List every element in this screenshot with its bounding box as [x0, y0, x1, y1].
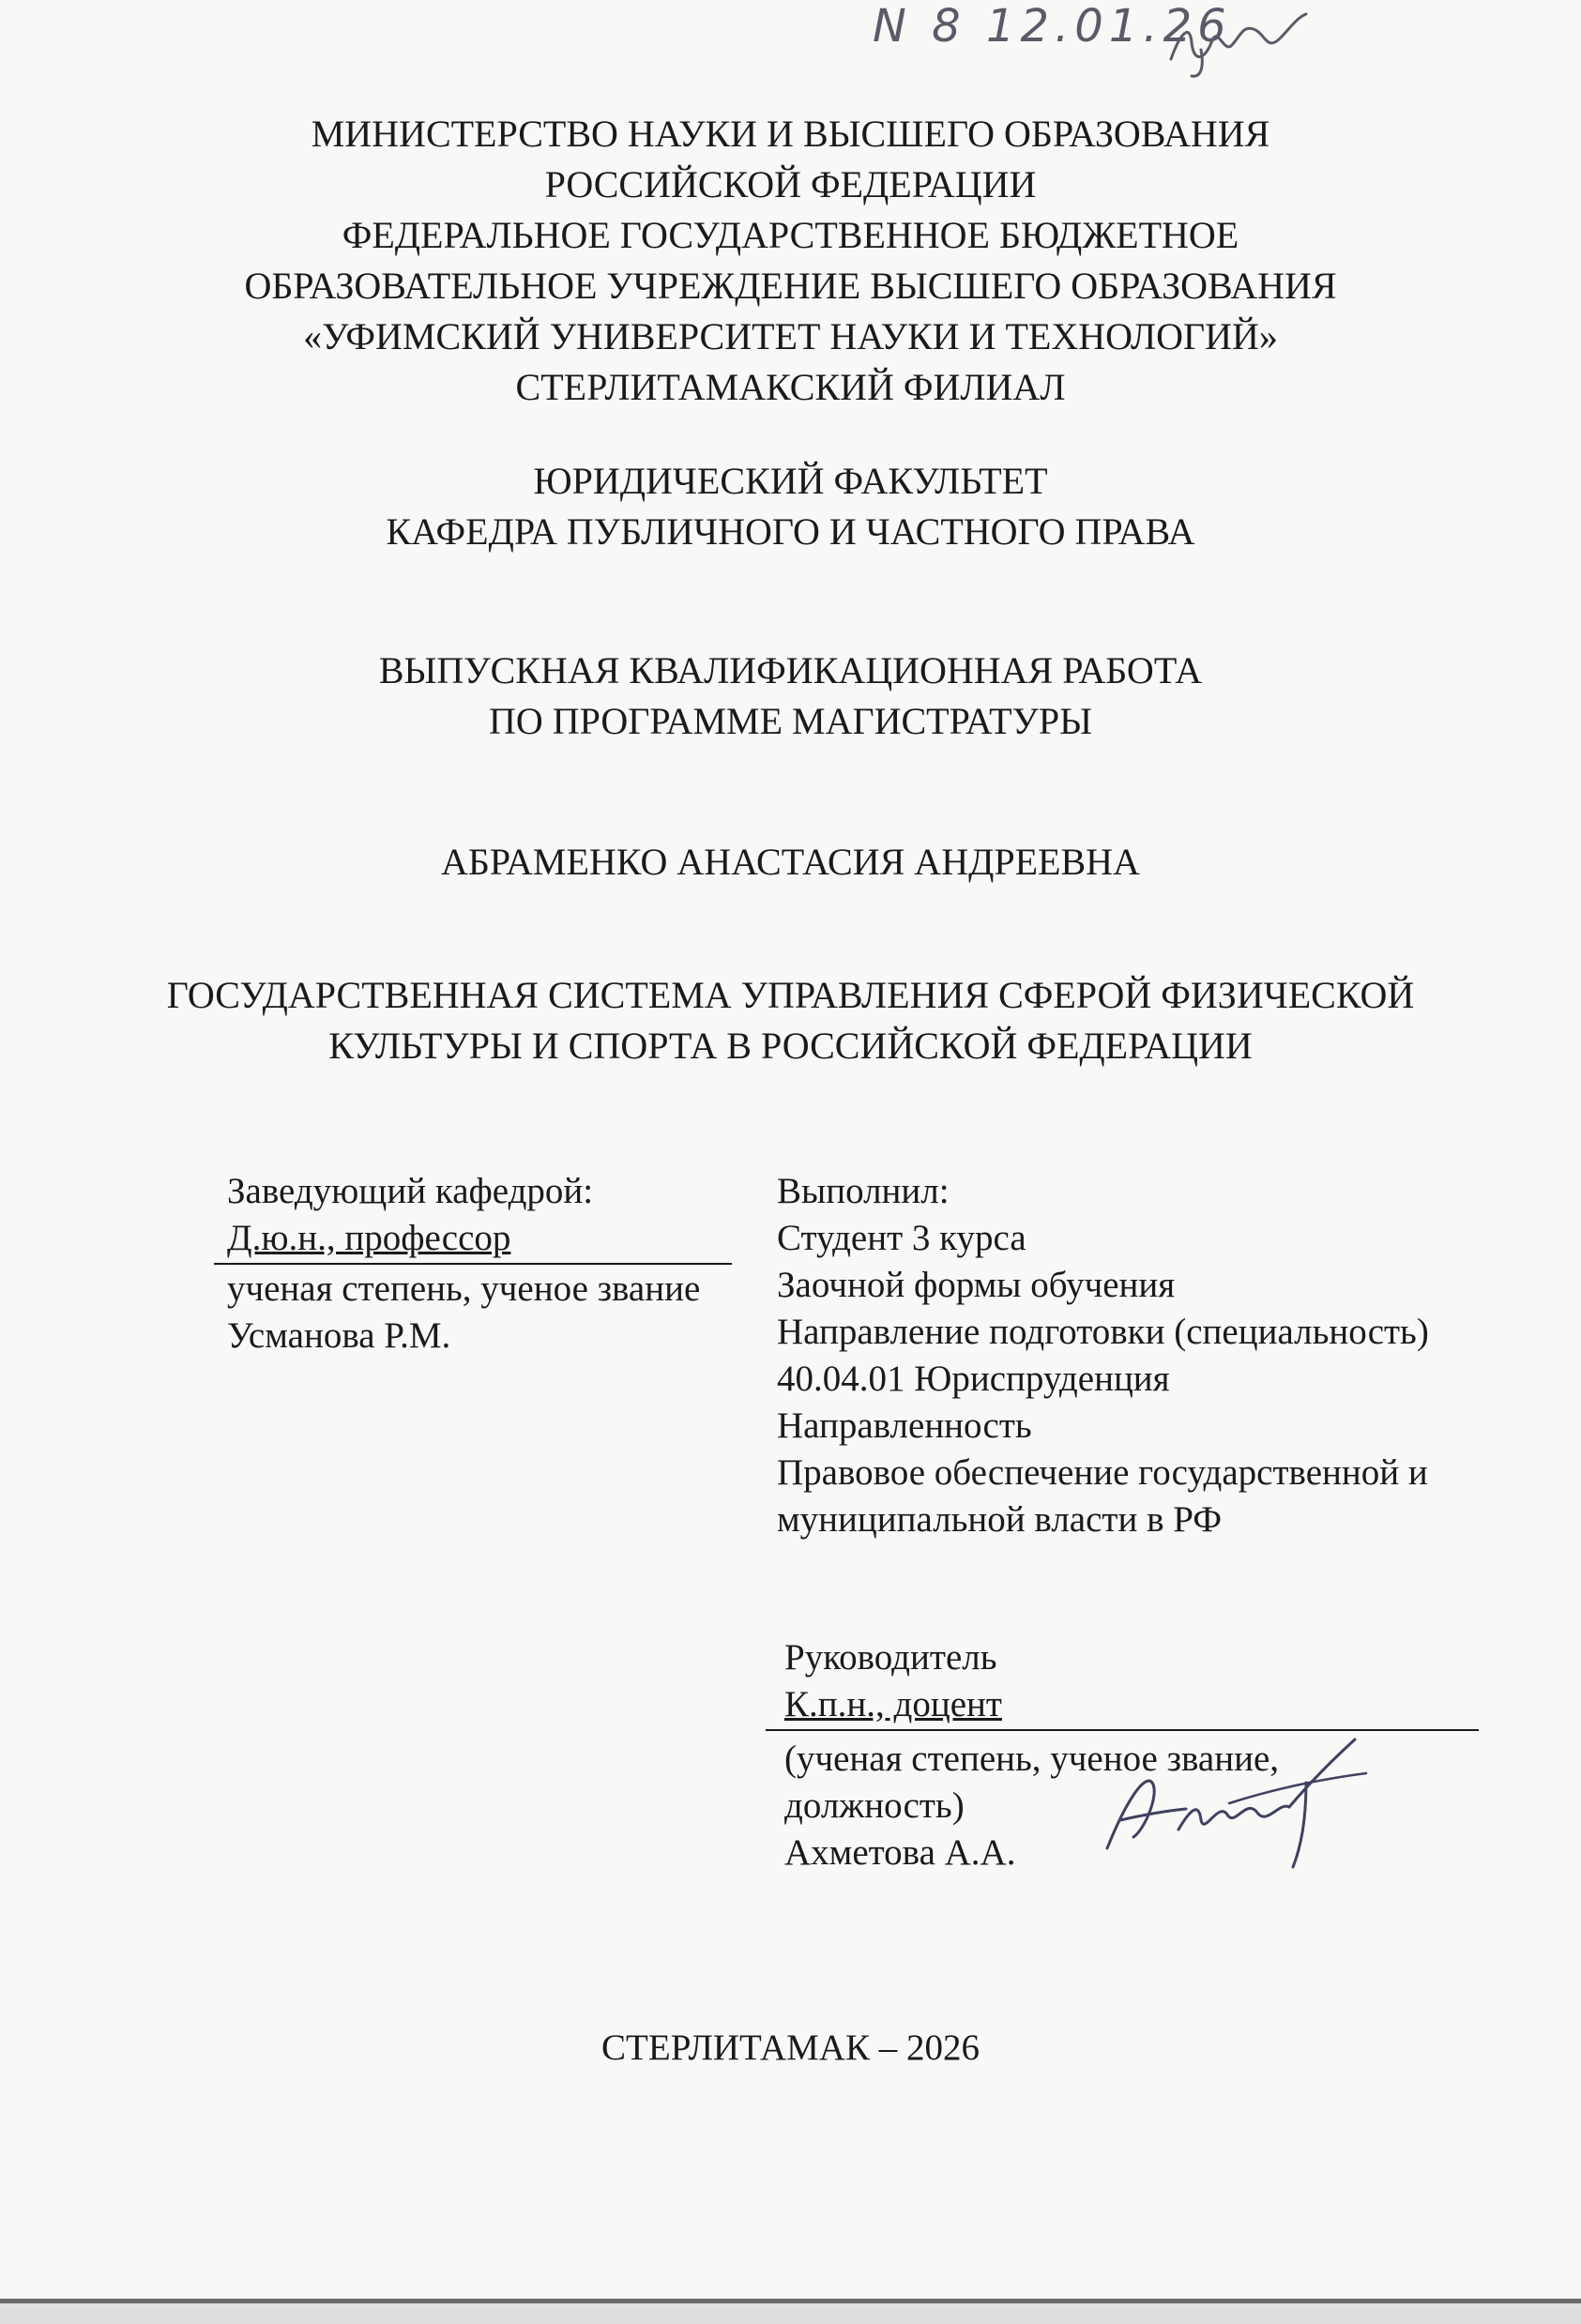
- performer-study-form: Заочной формы обучения: [777, 1265, 1176, 1305]
- performer-course: Студент 3 курса: [777, 1218, 1026, 1258]
- performer-focus-label: Направленность: [777, 1405, 1032, 1446]
- ministry-line-1: МИНИСТЕРСТВО НАУКИ И ВЫСШЕГО ОБРАЗОВАНИЯ: [311, 113, 1270, 155]
- thesis-title-line-1: ГОСУДАРСТВЕННАЯ СИСТЕМА УПРАВЛЕНИЯ СФЕРОЙ ФИЗИЧЕСКОЙ: [166, 974, 1415, 1016]
- performer-focus-line-2: муниципальной власти в РФ: [777, 1499, 1223, 1540]
- performer-focus-line-1: Правовое обеспечение государственной и: [777, 1452, 1428, 1493]
- supervisor-caption-line-2: должность): [784, 1785, 965, 1826]
- branch-name: СТЕРЛИТАМАКСКИЙ ФИЛИАЛ: [515, 366, 1066, 408]
- registration-note-text: N 8 12.01.26: [873, 0, 1232, 53]
- thesis-title-line-2: КУЛЬТУРЫ И СПОРТА В РОССИЙСКОЙ ФЕДЕРАЦИИ: [328, 1025, 1253, 1067]
- department-name: КАФЕДРА ПУБЛИЧНОГО И ЧАСТНОГО ПРАВА: [386, 510, 1195, 553]
- work-type-line-2: ПО ПРОГРАММЕ МАГИСТРАТУРЫ: [489, 700, 1092, 742]
- supervisor-name: Ахметова А.А.: [784, 1832, 1016, 1873]
- supervisor-label: Руководитель: [784, 1637, 997, 1678]
- work-type-line-1: ВЫПУСКНАЯ КВАЛИФИКАЦИОННАЯ РАБОТА: [378, 649, 1203, 691]
- head-of-department-caption: ученая степень, ученое звание: [227, 1268, 701, 1309]
- performer-direction: 40.04.01 Юриспруденция: [777, 1359, 1170, 1399]
- university-name: «УФИМСКИЙ УНИВЕРСИТЕТ НАУКИ И ТЕХНОЛОГИЙ»: [303, 315, 1278, 357]
- supervisor-degree: К.п.н., доцент: [784, 1684, 1002, 1724]
- city-year: СТЕРЛИТАМАК – 2026: [601, 2028, 980, 2068]
- registration-signature-icon: [1163, 5, 1314, 80]
- performer-block: [777, 1168, 1429, 1543]
- ministry-line-2: РОССИЙСКОЙ ФЕДЕРАЦИИ: [544, 163, 1037, 205]
- supervisor-signature-icon: [1088, 1717, 1370, 1886]
- head-of-department-label: Заведующий кафедрой:: [227, 1171, 594, 1211]
- head-of-department-degree: Д.ю.н., профессор: [227, 1218, 511, 1258]
- head-of-department-signature-line: [214, 1263, 732, 1265]
- performer-direction-label: Направление подготовки (специальность): [777, 1312, 1429, 1352]
- author-name: АБРАМЕНКО АНАСТАСИЯ АНДРЕЕВНА: [441, 841, 1140, 883]
- ministry-line-4: ОБРАЗОВАТЕЛЬНОЕ УЧРЕЖДЕНИЕ ВЫСШЕГО ОБРАЗОВАНИЯ: [244, 265, 1337, 307]
- ministry-line-3: ФЕДЕРАЛЬНОЕ ГОСУДАРСТВЕННОЕ БЮДЖЕТНОЕ: [342, 214, 1239, 256]
- page-bottom-margin: [0, 2303, 1581, 2324]
- faculty-name: ЮРИДИЧЕСКИЙ ФАКУЛЬТЕТ: [533, 460, 1048, 502]
- supervisor-caption-line-1: (ученая степень, ученое звание,: [784, 1739, 1280, 1779]
- head-of-department-name: Усманова Р.М.: [227, 1315, 451, 1356]
- performer-label: Выполнил:: [777, 1171, 950, 1211]
